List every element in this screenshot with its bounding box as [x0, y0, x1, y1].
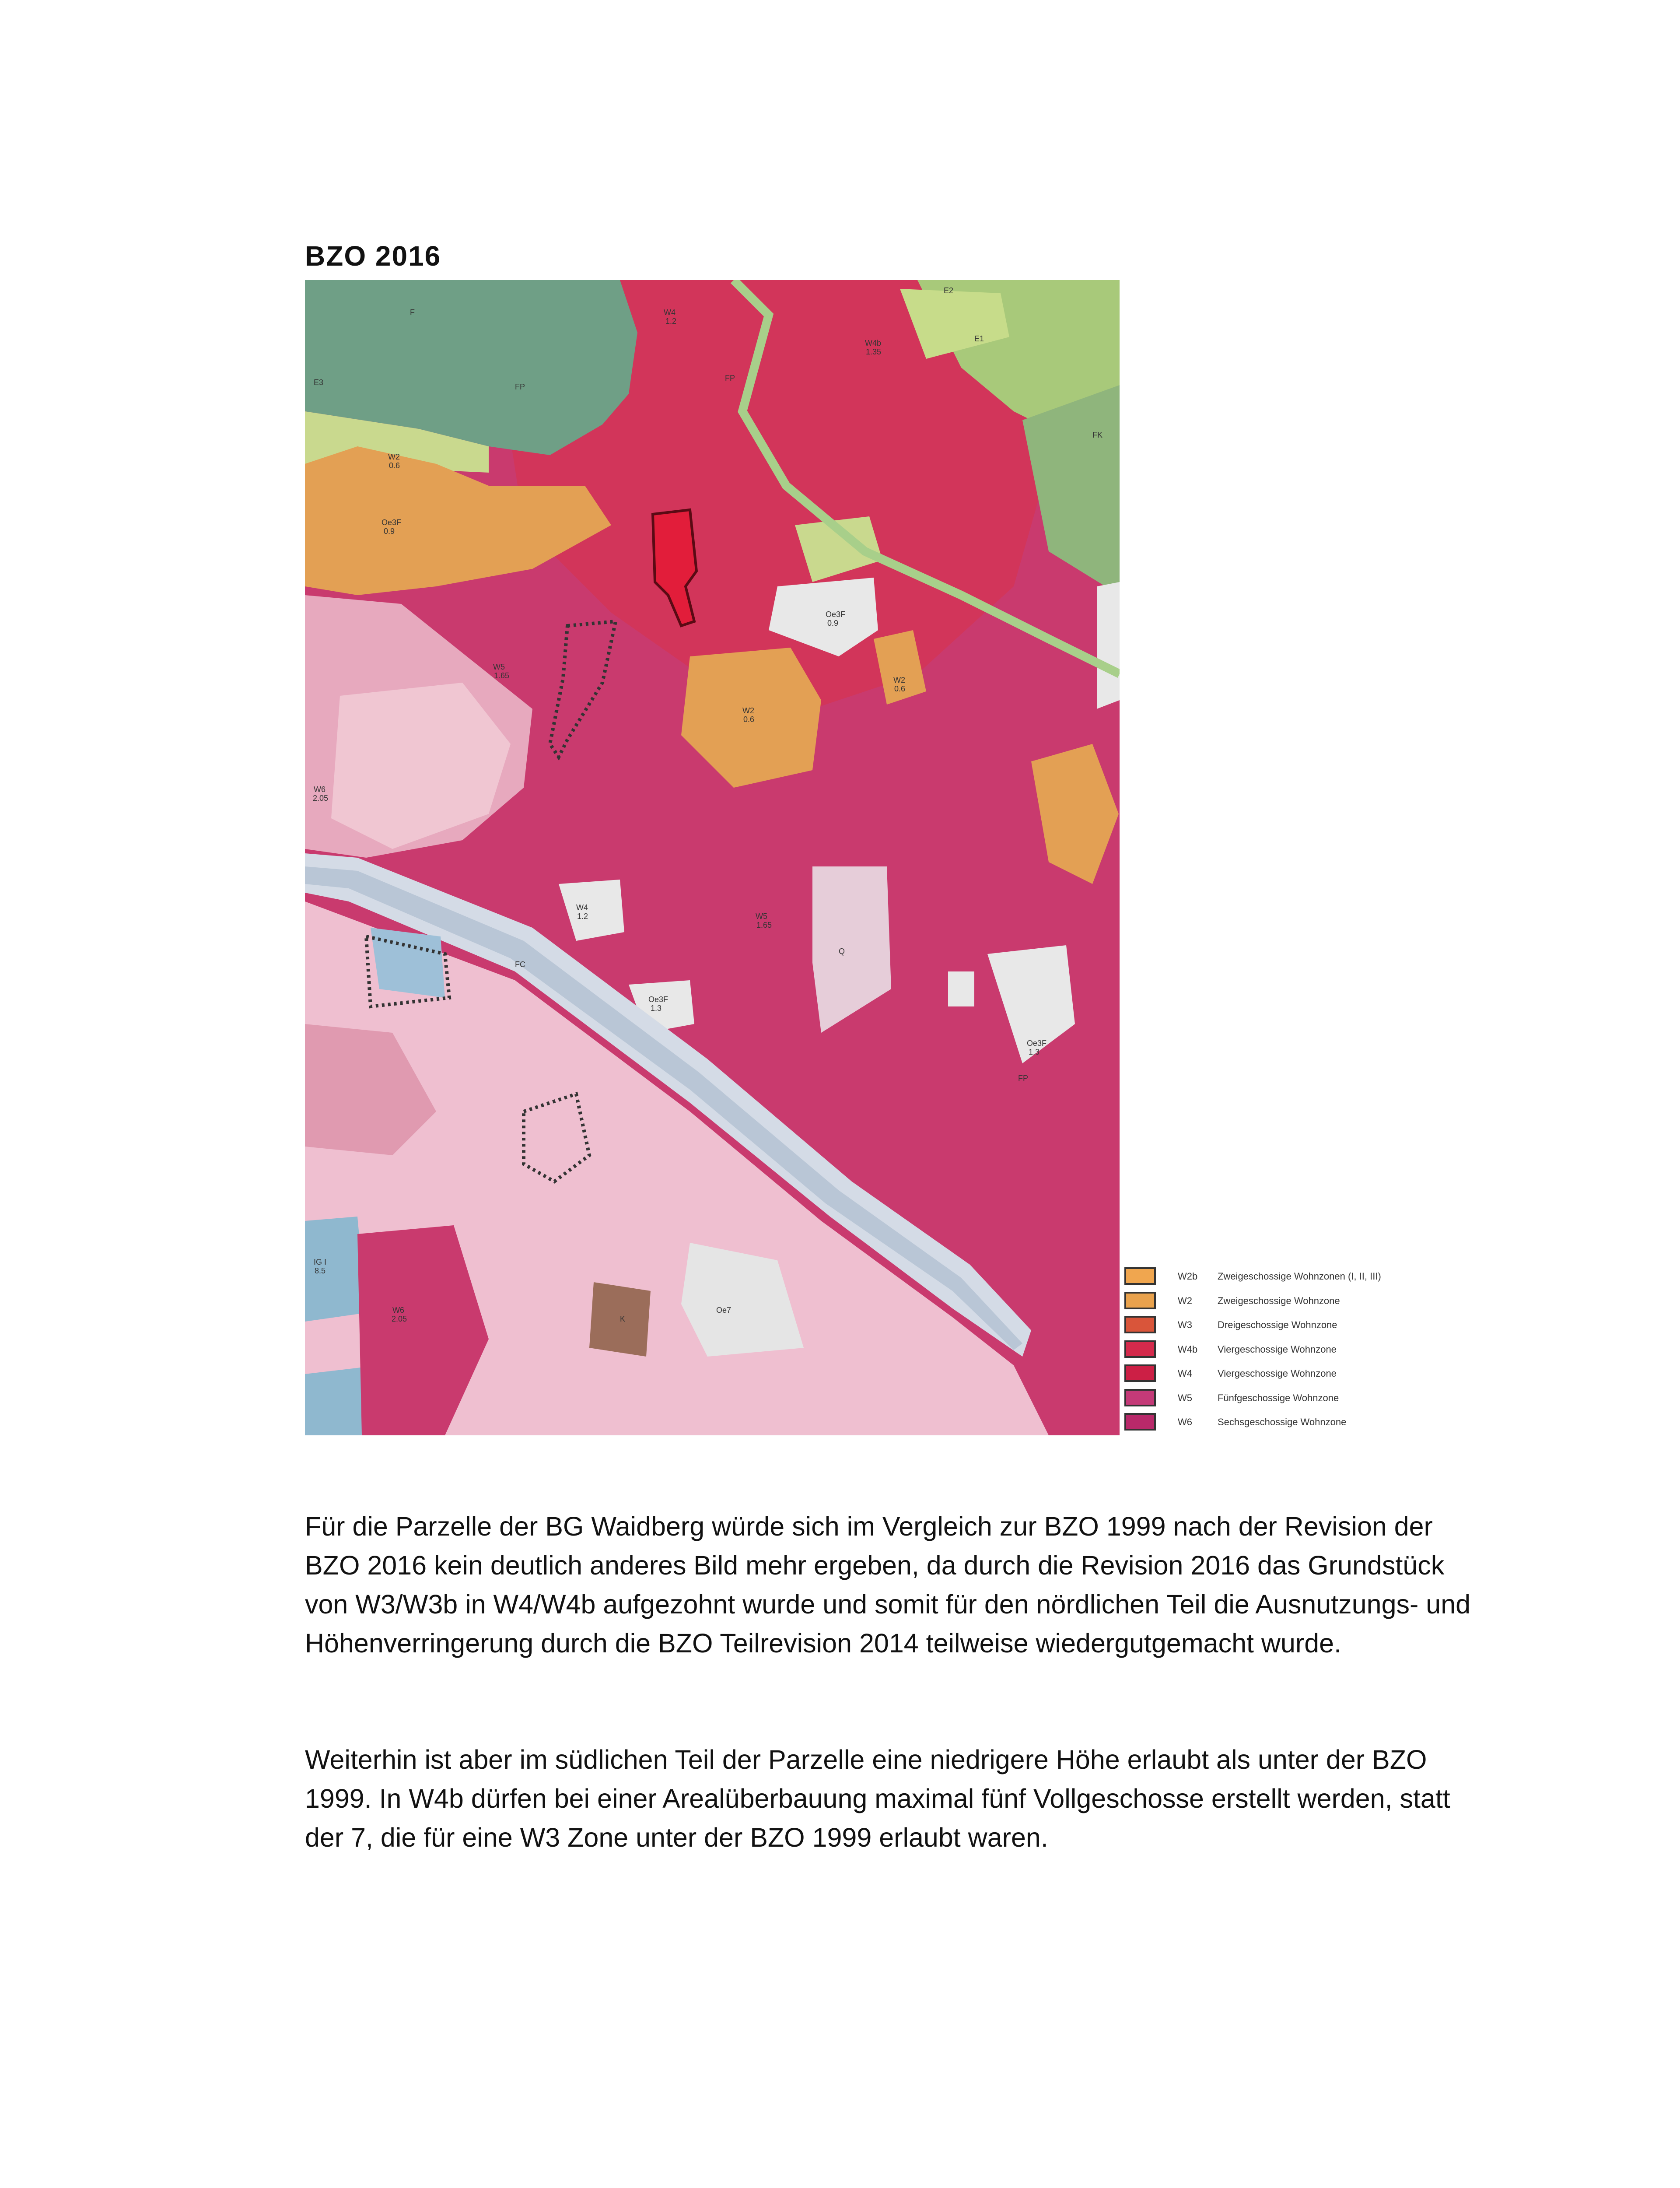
- svg-text:1.3: 1.3: [1029, 1048, 1040, 1056]
- legend-label: Fünfgeschossige Wohnzone: [1218, 1392, 1339, 1403]
- svg-text:Oe3F: Oe3F: [1027, 1039, 1047, 1048]
- svg-text:W6: W6: [314, 785, 326, 794]
- paragraph-2: Weiterhin ist aber im südlichen Teil der Parzelle eine niedrigere Höhe erlaubt als unter der BZO 1999. In W4b dürfen bei einer Arealüberbauung maximal fünf Vollgeschosse erstellt werden, statt der 7, die für eine W3 Zone unter der BZO 1999 erlaubt waren.: [305, 1745, 1450, 1852]
- legend-item: [1124, 1266, 1474, 1290]
- svg-text:E2: E2: [944, 286, 954, 295]
- svg-text:W4: W4: [576, 903, 588, 912]
- svg-text:0.9: 0.9: [827, 619, 839, 628]
- legend-label: Dreigeschossige Wohnzone: [1218, 1319, 1337, 1330]
- legend-label: Zweigeschossige Wohnzonen (I, II, III): [1218, 1271, 1381, 1282]
- svg-text:FC: FC: [515, 960, 525, 969]
- svg-text:Oe3F: Oe3F: [648, 995, 668, 1004]
- svg-text:F: F: [410, 308, 415, 317]
- zoning-map: [305, 280, 1120, 1435]
- svg-text:W4: W4: [664, 308, 676, 317]
- svg-text:Q: Q: [839, 947, 845, 956]
- legend-label: Viergeschossige Wohnzone: [1218, 1368, 1337, 1379]
- svg-text:0.6: 0.6: [743, 715, 755, 724]
- svg-text:FP: FP: [725, 374, 735, 382]
- svg-text:W5: W5: [493, 663, 505, 671]
- legend-swatch: [1124, 1413, 1156, 1431]
- legend-code: W6: [1178, 1417, 1192, 1427]
- svg-text:1.2: 1.2: [665, 317, 677, 326]
- map-legend: [1124, 1266, 1474, 1436]
- legend-code: W5: [1178, 1392, 1192, 1403]
- paragraph-1: Für die Parzelle der BG Waidberg würde sich im Vergleich zur BZO 1999 nach der Revision der BZO 2016 kein deutlich anderes Bild mehr ergeben, da durch die Revision 2016 das Grundstück von W3/W3b in W4/W4b aufgezohnt wurde und somit für den nördlichen Teil die Ausnutzungs- und Höhenverringerung durch die BZO Teilrevision 2014 teilweise wiedergutgemacht wurde.: [305, 1511, 1471, 1658]
- svg-text:FK: FK: [1092, 431, 1103, 439]
- svg-text:W2: W2: [388, 452, 400, 461]
- legend-swatch: [1124, 1316, 1156, 1333]
- legend-item: [1124, 1339, 1474, 1363]
- svg-text:1.2: 1.2: [577, 912, 588, 921]
- legend-item: [1124, 1290, 1474, 1315]
- svg-text:W4b: W4b: [865, 339, 882, 347]
- legend-label: Sechsgeschossige Wohnzone: [1218, 1417, 1347, 1427]
- legend-swatch: [1124, 1267, 1156, 1285]
- legend-item: [1124, 1411, 1474, 1436]
- legend-swatch: [1124, 1292, 1156, 1309]
- legend-code: W4: [1178, 1368, 1192, 1379]
- svg-text:Oe7: Oe7: [716, 1306, 732, 1315]
- svg-text:FP: FP: [515, 382, 525, 391]
- svg-text:1.35: 1.35: [866, 347, 882, 356]
- svg-text:IG I: IG I: [314, 1258, 327, 1266]
- svg-text:2.05: 2.05: [313, 794, 329, 803]
- legend-item: [1124, 1363, 1474, 1387]
- legend-code: W3: [1178, 1319, 1192, 1330]
- svg-text:0.6: 0.6: [894, 684, 906, 693]
- legend-code: W4b: [1178, 1343, 1198, 1355]
- svg-text:Oe3F: Oe3F: [382, 518, 402, 527]
- svg-text:1.65: 1.65: [494, 671, 510, 680]
- legend-item: [1124, 1387, 1474, 1412]
- legend-label: Viergeschossige Wohnzone: [1218, 1343, 1337, 1355]
- svg-text:Oe3F: Oe3F: [826, 610, 846, 619]
- svg-text:8.5: 8.5: [315, 1266, 326, 1275]
- svg-text:2.05: 2.05: [392, 1315, 407, 1323]
- svg-text:1.3: 1.3: [651, 1004, 662, 1013]
- svg-text:W6: W6: [392, 1306, 404, 1315]
- legend-item: [1124, 1314, 1474, 1339]
- legend-swatch: [1124, 1364, 1156, 1382]
- page-heading: BZO 2016: [305, 240, 441, 272]
- svg-text:0.6: 0.6: [389, 461, 400, 470]
- legend-code: W2: [1178, 1295, 1192, 1306]
- svg-text:E1: E1: [974, 334, 984, 343]
- svg-text:0.9: 0.9: [384, 527, 395, 536]
- svg-text:W2: W2: [893, 676, 905, 684]
- svg-text:E3: E3: [314, 378, 324, 387]
- legend-code: W2b: [1178, 1271, 1198, 1282]
- svg-text:FP: FP: [1018, 1074, 1029, 1083]
- svg-text:W5: W5: [756, 912, 767, 921]
- legend-swatch: [1124, 1389, 1156, 1406]
- svg-text:1.65: 1.65: [756, 921, 772, 929]
- legend-label: Zweigeschossige Wohnzone: [1218, 1295, 1340, 1306]
- svg-text:K: K: [620, 1315, 626, 1323]
- legend-swatch: [1124, 1340, 1156, 1358]
- svg-text:W2: W2: [742, 706, 754, 715]
